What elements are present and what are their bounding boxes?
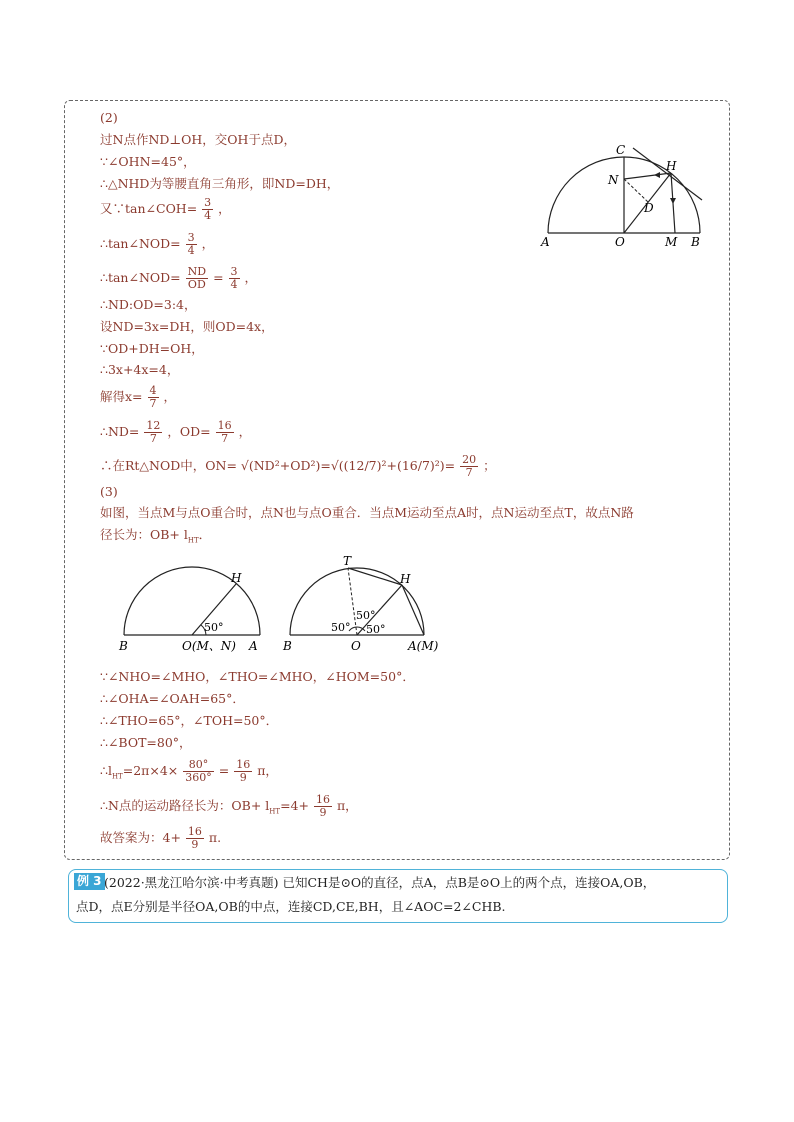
svg-text:A: A [541, 235, 550, 249]
solution-line: ∴∠THO=65°，∠TOH=50°． [100, 713, 279, 728]
solution-line: ∴∠OHA=∠OAH=65°． [100, 691, 245, 706]
solution-line-path: ∴N点的运动路径长为：$OB+ l_{HT}=4+$ $\frac{16}{9}$ π， [100, 793, 358, 819]
svg-text:D: D [644, 201, 654, 215]
part2-label: (2) [100, 110, 118, 125]
part3-label: (3) [100, 484, 118, 499]
solution-line: ∵OD+DH=OH， [100, 341, 204, 356]
solution-line-x: 解得x= $\frac{4}{7}$ ， [100, 384, 177, 410]
solution-line: 过N点作ND⊥OH，交OH于点D， [100, 132, 296, 147]
solution-line: 如图，当点M与点O重合时，点N也与点O重合．当点M运动至点A时，点N运动至点T，故点N路 [100, 505, 634, 520]
solution-line-tan-nod: ∴tan∠NOD= $\frac{3}{4}$ ， [100, 231, 215, 257]
solution-line: ∴3x+4x=4， [100, 362, 180, 377]
svg-text:M: M [665, 235, 678, 249]
solution-line: 设ND=3x=DH，则OD=4x， [100, 319, 274, 334]
svg-text:B: B [691, 235, 700, 249]
solution-line-arc: $\therefore l_{HT}=2\pi\times 4\times$ $\frac{80^\circ}{360^\circ}$ = $\frac{16}{9}$ π， [100, 758, 278, 784]
figure-semicircle-2 [116, 565, 266, 655]
fraction: $\frac{16}{9}$ [315, 793, 330, 819]
solution-line-nd-od: ∴ND= $\frac{12}{7}$ ，OD= $\frac{16}{7}$ ， [100, 419, 252, 445]
svg-text:50°: 50° [366, 623, 386, 636]
fraction: $\frac{12}{7}$ [146, 419, 161, 445]
fraction: $\frac{ND}{OD}$ [187, 265, 207, 291]
fraction: $\frac{16}{7}$ [217, 419, 232, 445]
fraction: $\frac{3}{4}$ [204, 196, 212, 222]
fraction: $\frac{16}{9}$ [236, 758, 251, 784]
svg-text:O(M、N): O(M、N) [182, 639, 236, 653]
svg-text:A: A [249, 639, 258, 653]
solution-line-tan-ratio: ∴tan∠NOD= $\frac{ND}{OD}$ = $\frac{3}{4}$ ， [100, 265, 258, 291]
svg-text:B: B [119, 639, 128, 653]
solution-line: ∵∠NHO=∠MHO，∠THO=∠MHO，∠HOM=50°． [100, 669, 415, 684]
example-text: (2022·黑龙江哈尔滨·中考真题) 已知CH是⊙O的直径，点A，点B是⊙O上的两个点，连接OA,OB， [104, 875, 656, 890]
fraction: $\frac{20}{7}$ [462, 453, 477, 479]
solution-line: ∴∠BOT=80°， [100, 735, 192, 750]
fraction: $\frac{4}{7}$ [149, 384, 157, 410]
solution-line-on: ∴在Rt△NOD中，ON= √(ND²+OD²)=√((12/7)²+(16/7)²)= $\frac{20}{7}$ ； [100, 453, 496, 479]
svg-text:C: C [616, 143, 626, 157]
svg-text:H: H [231, 571, 242, 585]
solution-line: ∴△NHD为等腰直角三角形，即ND=DH， [100, 176, 340, 191]
solution-line: ∴ND:OD=3:4， [100, 297, 197, 312]
svg-text:T: T [343, 554, 352, 568]
fraction: $\frac{16}{9}$ [187, 825, 202, 851]
example-tag: 例 3 [74, 873, 105, 890]
fraction: $\frac{80^\circ}{360^\circ}$ [185, 758, 212, 784]
svg-text:O: O [351, 639, 361, 653]
answer-line: 故答案为：4+ $\frac{16}{9}$ π. [100, 825, 222, 851]
svg-text:A(M): A(M) [408, 639, 439, 653]
svg-text:H: H [666, 159, 677, 173]
line-text: 又∵tan∠COH= [100, 201, 198, 216]
svg-text:N: N [608, 173, 619, 187]
solution-line-tan-coh: 又∵tan∠COH= $\frac{3}{4}$ ， [100, 196, 231, 222]
figure-semicircle-1 [538, 138, 714, 252]
figure-semicircle-3 [280, 553, 440, 657]
svg-text:B: B [283, 639, 292, 653]
example-text: 点D，点E分别是半径OA,OB的中点，连接CD,CE,BH，且∠AOC=2∠CHB. [76, 899, 506, 914]
svg-text:50°: 50° [331, 621, 351, 634]
svg-text:50°: 50° [356, 609, 376, 622]
svg-text:50°: 50° [204, 621, 224, 634]
svg-text:H: H [400, 572, 411, 586]
solution-line: 径长为：$OB+ l_{HT}$． [100, 527, 212, 545]
fraction: $\frac{3}{4}$ [187, 231, 195, 257]
fraction: $\frac{3}{4}$ [230, 265, 238, 291]
solution-line: ∵∠OHN=45°， [100, 154, 196, 169]
svg-text:O: O [615, 235, 625, 249]
